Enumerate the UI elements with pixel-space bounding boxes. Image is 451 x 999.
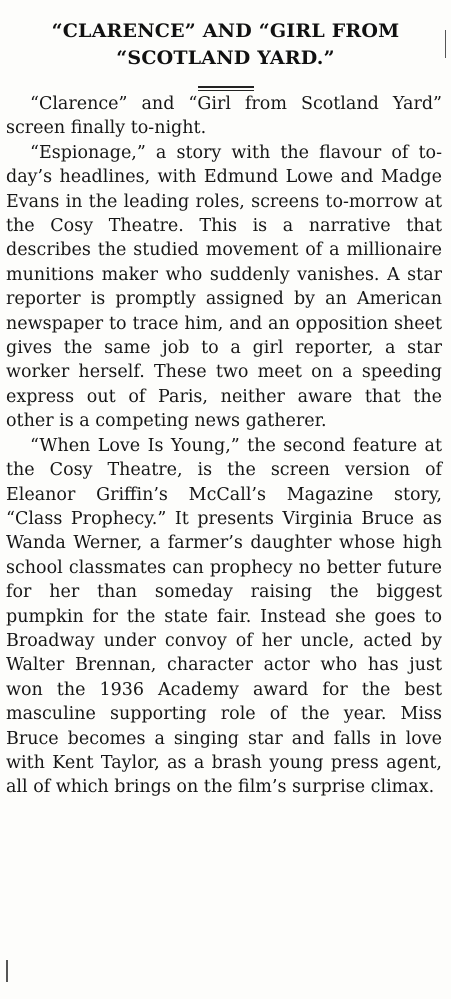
headline-line-1: “CLARENCE” AND “GIRL FROM — [51, 20, 400, 42]
article-body — [6, 92, 442, 800]
paragraph-3: “When Love Is Young,” the second feature at the Cosy Theatre, is the screen version of Eleanor Griffin’s McCall’s Magazine story, “Class Prophecy.” It presents Virginia Bruce as Wanda Werner, a farmer’s daughter whose high school classmates can prophecy no better future for her than someday raising the biggest pumpkin for the state fair. Instead she goes to Broadway under convoy of her uncle, acted by Walter Brennan, character actor who has just won the 1936 Academy award for the best masculine supporting role of the year. Miss Bruce becomes a singing star and falls in love with Kent Taylor, as a brash young press agent, all of which brings on the film’s surprise climax. — [6, 435, 442, 798]
headline-divider — [198, 86, 254, 88]
headline-divider-thin — [198, 90, 254, 91]
edge-mark — [445, 30, 446, 58]
margin-mark — [6, 960, 8, 982]
article-headline — [6, 18, 445, 72]
headline-line-2: “SCOTLAND YARD.” — [116, 47, 335, 69]
paragraph-1: “Clarence” and “Girl from Scotland Yard” screen finally to-night. — [6, 94, 442, 139]
paragraph-2: “Espionage,” a story with the flavour of to-day’s headlines, with Edmund Lowe and Madge Evans in the leading roles, screens to-morrow at the Cosy Theatre. This is a narrative that describes the studied movement of a millionaire munitions maker who suddenly vanishes. A star reporter is promptly assigned by an American newspaper to trace him, and an opposition sheet gives the same job to a girl reporter, a star worker herself. These two meet on a speeding express out of Paris, neither aware that the other is a competing news gatherer. — [6, 142, 442, 432]
